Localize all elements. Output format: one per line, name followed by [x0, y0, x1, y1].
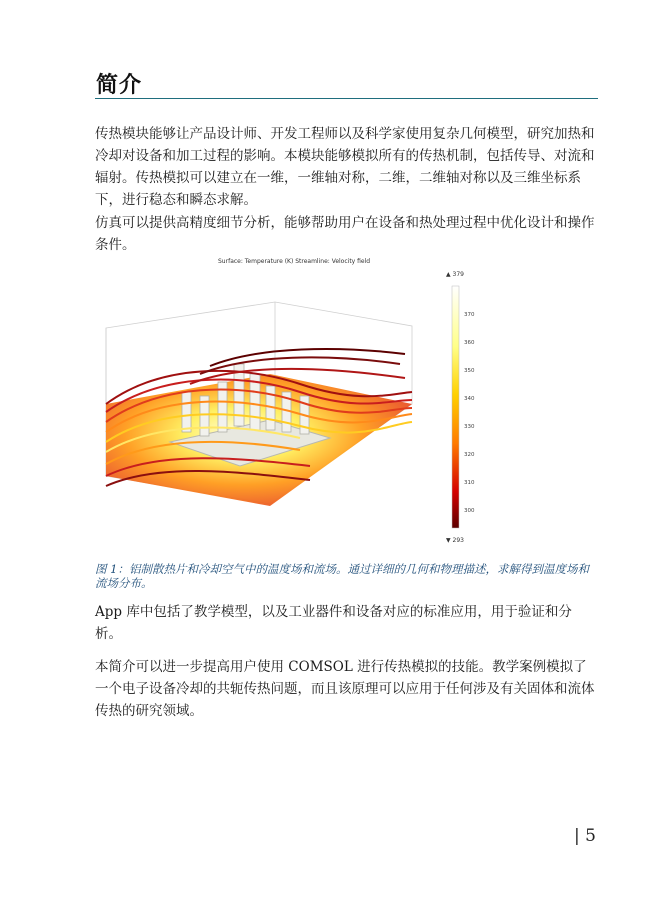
- temperature-plot: [100, 254, 475, 546]
- colorbar-min-label: ▼ 293: [446, 537, 464, 544]
- colorbar-tick: 370: [464, 312, 475, 318]
- plot-title: Surface: Temperature (K) Streamline: Velocity field: [218, 258, 371, 265]
- colorbar-max-label: ▲ 379: [446, 271, 464, 278]
- section-title: 简介: [96, 73, 143, 98]
- colorbar-tick: 320: [464, 452, 475, 458]
- colorbar-tick: 330: [464, 424, 475, 430]
- figure-caption: 图 1：铝制散热片和冷却空气中的温度场和流场。通过详细的几何和物理描述，求解得到温度场和流场分布。: [95, 562, 589, 590]
- intro-paragraph-2: 仿真可以提供高精度细节分析，能够帮助用户在设备和热处理过程中优化设计和操作条件。: [95, 215, 595, 253]
- intro-paragraph-4: 本简介可以进一步提高用户使用 COMSOL 进行传热模拟的技能。教学案例模拟了一个电子设备冷却的共轭传热问题，而且该原理可以应用于任何涉及有关固体和流体传热的研究领域。: [95, 659, 595, 719]
- colorbar: [452, 286, 459, 528]
- intro-paragraph-1: 传热模块能够让产品设计师、开发工程师以及科学家使用复杂几何模型，研究加热和冷却对设备和加工过程的影响。本模块能够模拟所有的传热机制，包括传导、对流和辐射。传热模拟可以建立在一维，一维轴对称，二维，二维轴对称以及三维坐标系下，进行稳态和瞬态求解。: [95, 126, 595, 208]
- page-number: | 5: [574, 826, 596, 846]
- colorbar-tick: 310: [464, 480, 475, 486]
- colorbar-tick: 360: [464, 340, 475, 346]
- colorbar-tick: 300: [464, 508, 475, 514]
- colorbar-tick: 350: [464, 368, 475, 374]
- heat-sink-figure: [100, 254, 475, 546]
- title-underline: [95, 98, 598, 99]
- colorbar-tick: 340: [464, 396, 475, 402]
- intro-paragraph-3: App 库中包括了教学模型，以及工业器件和设备对应的标准应用，用于验证和分析。: [95, 604, 572, 642]
